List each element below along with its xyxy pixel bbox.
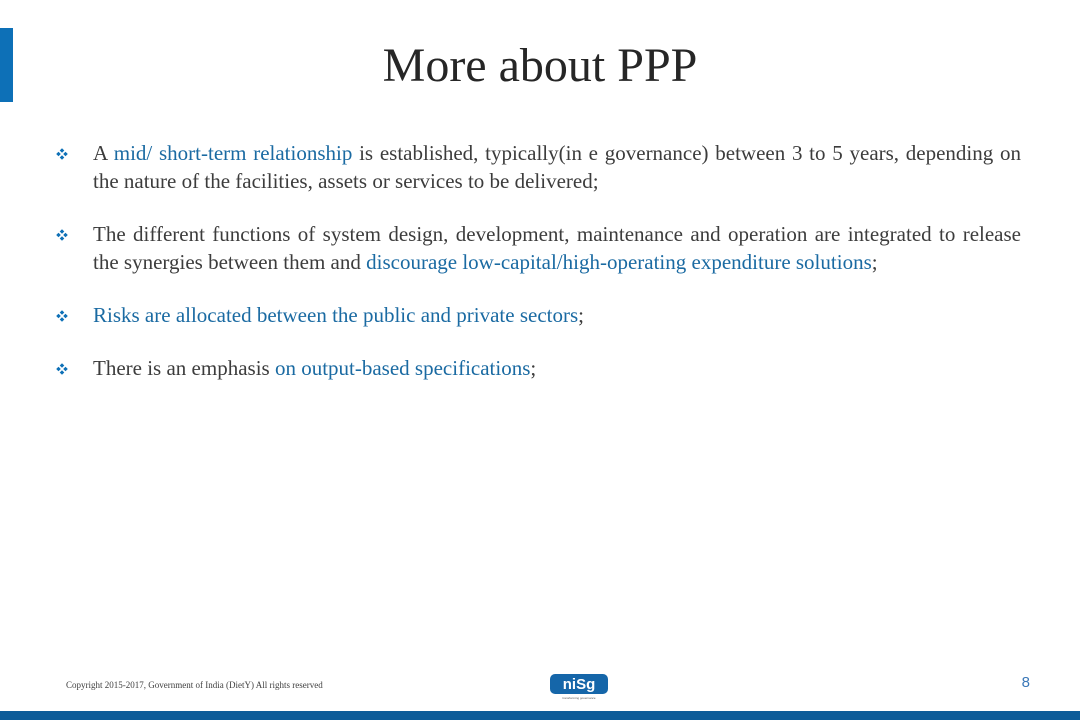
slide-title: More about PPP <box>382 39 698 92</box>
bullet-text <box>93 354 1021 382</box>
diamond-bullet-icon <box>56 354 93 382</box>
bullet-item <box>56 301 1021 329</box>
copyright-text: Copyright 2015-2017, Government of India (DietY) All rights reserved <box>66 680 323 690</box>
diamond-bullet-icon <box>56 139 93 167</box>
page-number: 8 <box>1021 674 1030 691</box>
logo-tagline: transforming governance <box>562 696 596 700</box>
diamond-bullet-icon <box>56 301 93 329</box>
bullet-text-segment: The different functions of system design, development, maintenance and operation are integrated to release the synergies between them and <box>93 222 1021 274</box>
bullet-text-segment: ; <box>530 356 537 380</box>
bullet-text-segment: ; <box>578 303 584 327</box>
bullet-item <box>56 220 1021 276</box>
bullet-item <box>56 354 1021 382</box>
bullet-text-segment: A <box>93 141 114 165</box>
diamond-bullet-icon <box>56 220 93 248</box>
bullet-highlight: Risks are allocated between the public and private sectors <box>93 303 579 327</box>
bullet-highlight: on output-based specifications <box>274 356 531 380</box>
bullet-text <box>93 301 1021 329</box>
bullet-highlight: mid/ short-term relationship <box>113 141 353 165</box>
bullet-text-segment: is established, typically(in e governance) between 3 to 5 years, depending on the nature of the facilities, assets or services to be delivered; <box>93 141 1022 193</box>
bullet-text-segment: ; <box>871 250 878 274</box>
bullet-item <box>56 139 1021 195</box>
bullet-list <box>56 139 1021 382</box>
bullet-text-segment: There is an emphasis <box>93 356 275 380</box>
bullet-text <box>93 139 1021 195</box>
bullet-highlight: discourage low-capital/high-operating expenditure solutions <box>366 250 872 274</box>
bottom-bar <box>0 711 1080 720</box>
bullet-text <box>93 220 1021 276</box>
logo-wordmark: niSg <box>562 676 596 693</box>
nisg-logo <box>548 672 610 700</box>
